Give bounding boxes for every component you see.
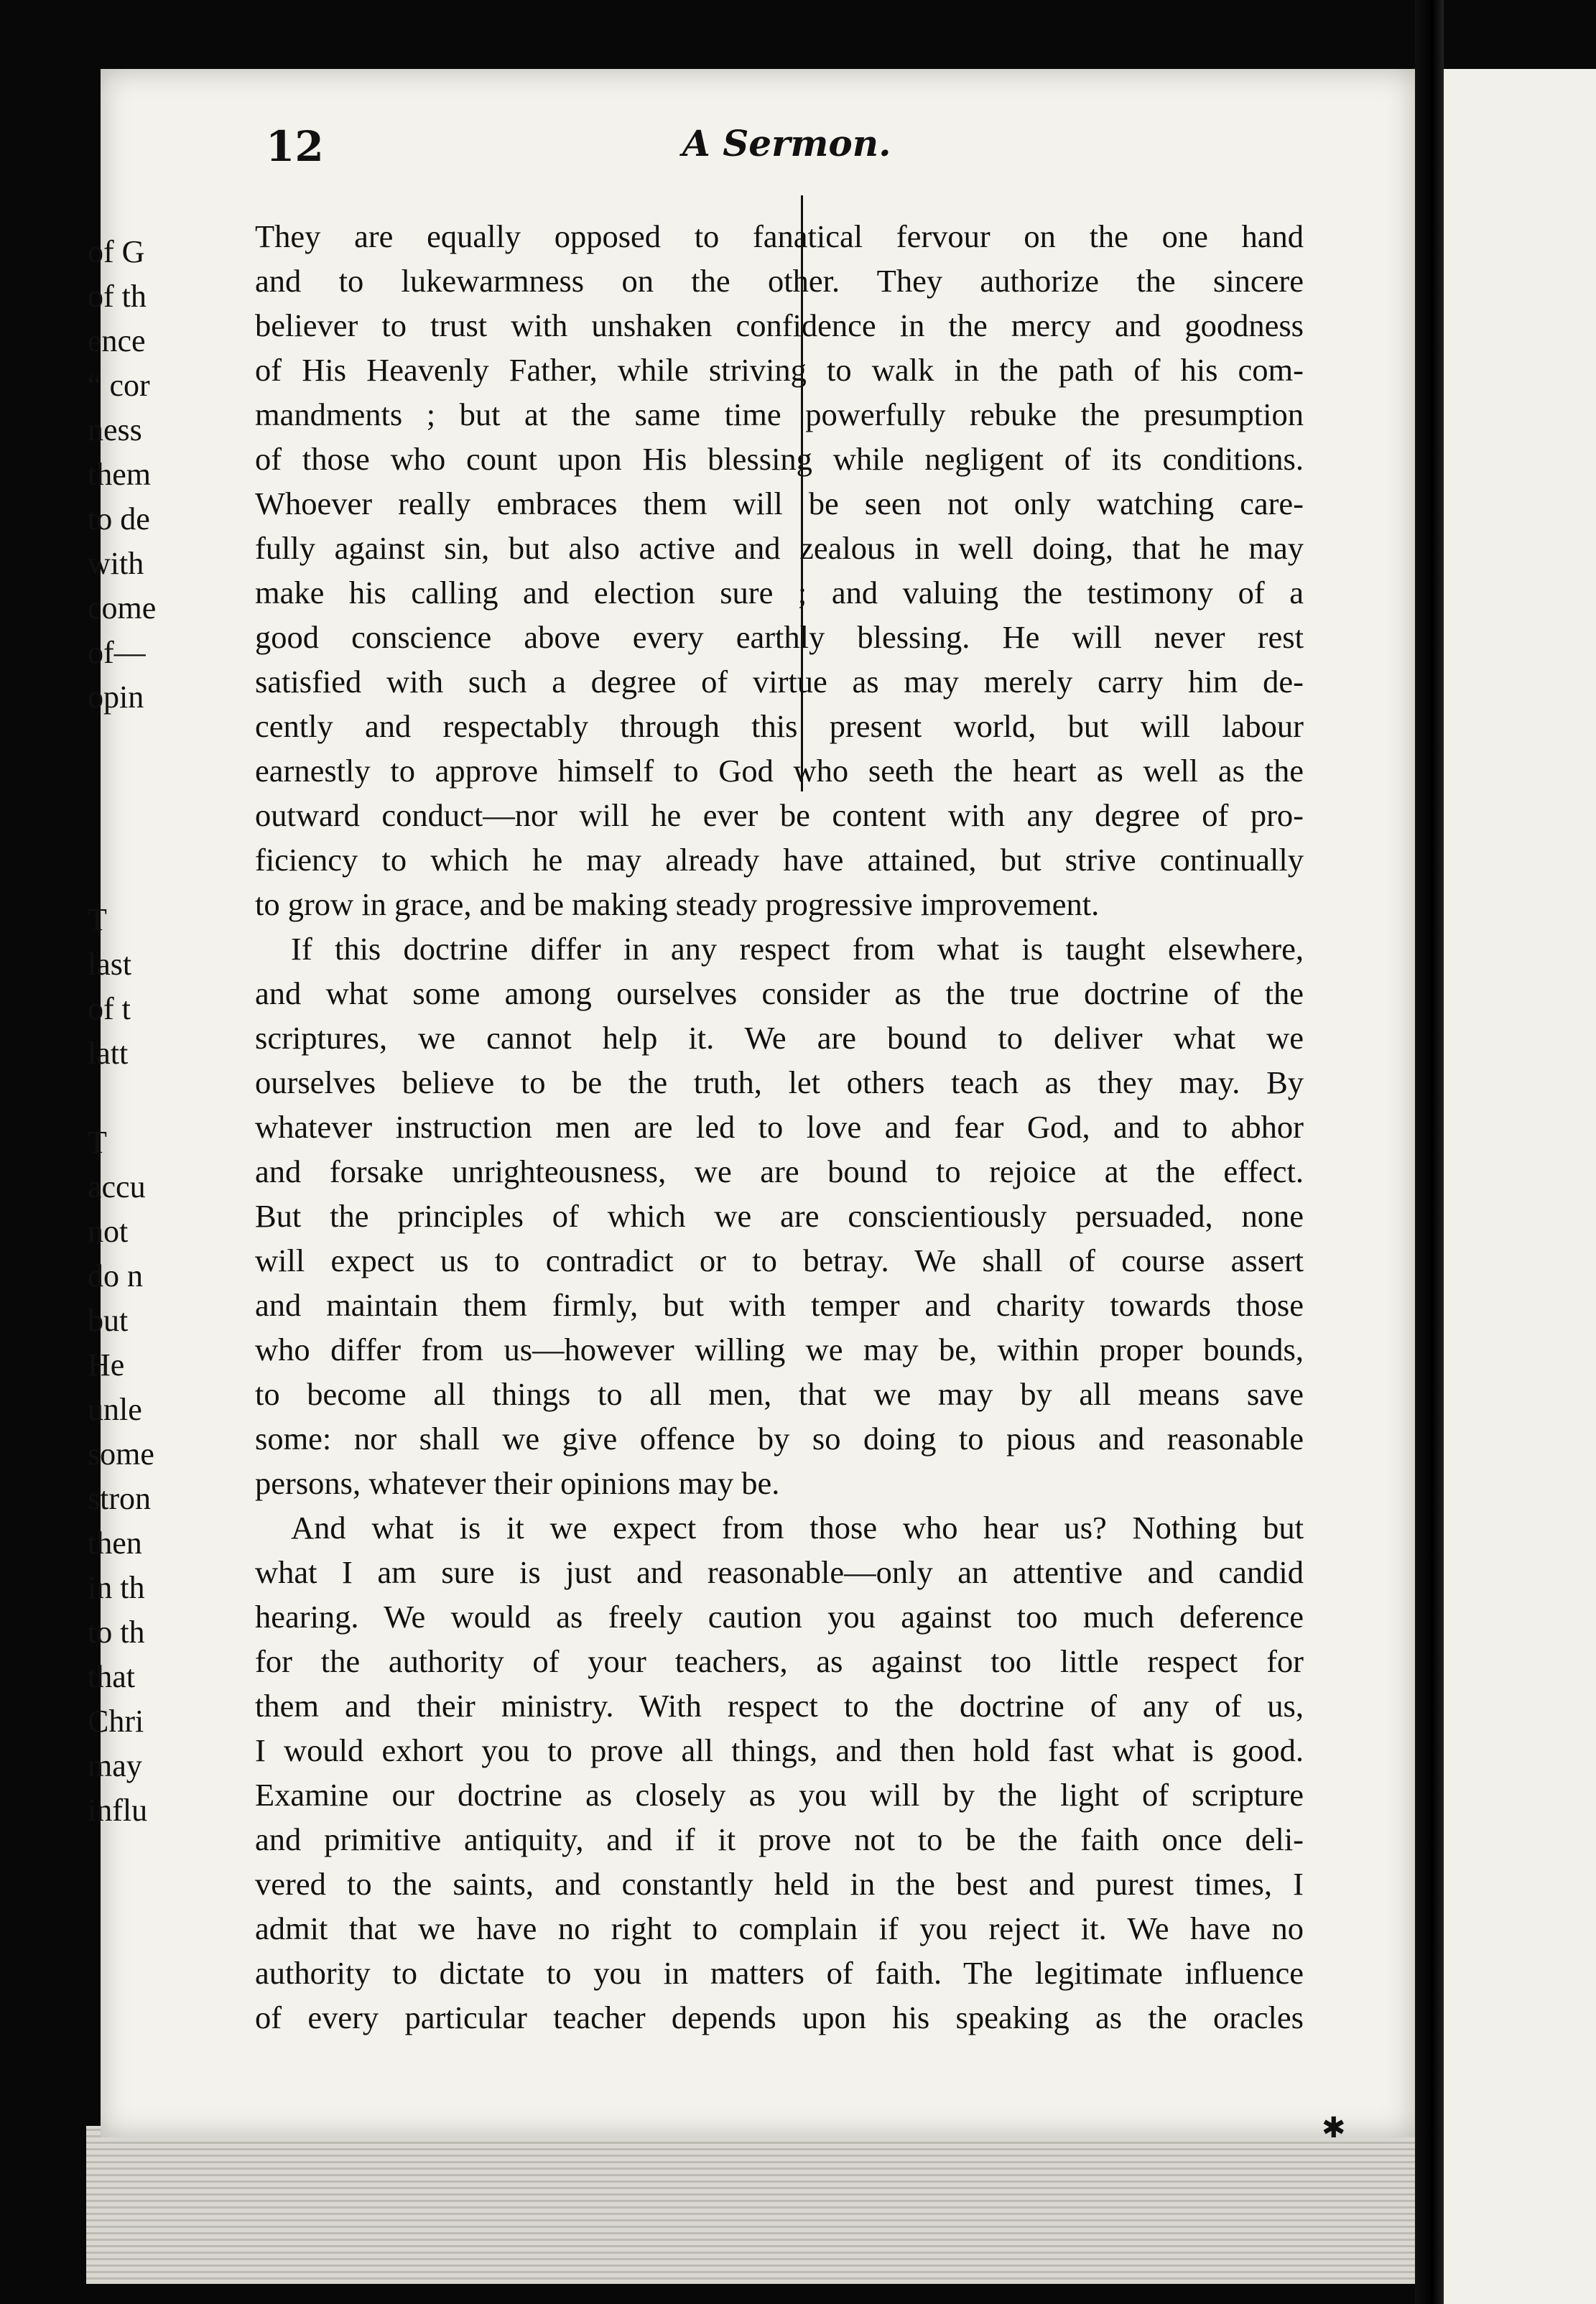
- right-page-line: them: [88, 457, 151, 492]
- page-edge-strip: [86, 2126, 1422, 2284]
- text-line: And what is it we expect from those who hear us? Nothing but: [291, 1510, 1304, 1546]
- text-line: to become all things to all men, that we may by all means save: [255, 1376, 1304, 1412]
- text-line: and what some among ourselves consider as the true doctrine of the: [255, 975, 1304, 1011]
- right-page-line: of th: [88, 279, 147, 314]
- right-page-line: not: [88, 1214, 129, 1249]
- text-line: scriptures, we cannot help it. We are bound to deliver what we: [255, 1020, 1304, 1056]
- text-line: outward conduct—nor will he ever be content with any degree of pro-: [255, 797, 1304, 833]
- text-line: of His Heavenly Father, while striving to walk in the path of his com-: [255, 352, 1304, 388]
- running-title: A Sermon.: [682, 122, 891, 164]
- right-page-line: Chri: [88, 1704, 144, 1739]
- text-line: them and their ministry. With respect to the doctrine of any of us,: [255, 1688, 1304, 1724]
- text-line: will expect us to contradict or to betray. We shall of course assert: [255, 1242, 1304, 1278]
- text-line: of every particular teacher depends upon his speaking as the oracles: [255, 1999, 1304, 2035]
- text-line: Whoever really embraces them will be seen not only watching care-: [255, 486, 1304, 521]
- right-page-text: [88, 230, 231, 1833]
- right-page-line: “ cor: [88, 368, 150, 403]
- right-page-middle-block: [88, 898, 231, 1076]
- right-page-line: come: [88, 590, 157, 626]
- running-head: [266, 122, 1314, 172]
- text-line: They are equally opposed to fanatical fervour on the one hand: [255, 218, 1304, 254]
- text-line: mandments ; but at the same time powerfully rebuke the presumption: [255, 396, 1304, 432]
- text-line: to grow in grace, and be making steady progressive improvement.: [255, 886, 1100, 922]
- right-page-line: T: [88, 1125, 107, 1160]
- right-page: [1444, 69, 1596, 2304]
- text-line: I would exhort you to prove all things, and then hold fast what is good.: [255, 1732, 1304, 1768]
- text-line: Examine our doctrine as closely as you will by the light of scripture: [255, 1777, 1304, 1813]
- right-page-line: of G: [88, 234, 145, 269]
- text-line: some: nor shall we give offence by so doing to pious and reasonable: [255, 1421, 1304, 1457]
- right-page-line: with: [88, 546, 144, 581]
- text-line: hearing. We would as freely caution you against too much deference: [255, 1599, 1304, 1635]
- text-line: persons, whatever their opinions may be.: [255, 1465, 780, 1501]
- text-line: whatever instruction men are led to love and fear God, and to abhor: [255, 1109, 1304, 1145]
- text-line: and maintain them firmly, but with temper and charity towards those: [255, 1287, 1304, 1323]
- right-page-lower-block: [88, 1120, 231, 1833]
- text-line: fully against sin, but also active and zealous in well doing, that he may: [255, 530, 1304, 566]
- text-line: good conscience above every earthly blessing. He will never rest: [255, 619, 1304, 655]
- text-line: what I am sure is just and reasonable—only an attentive and candid: [255, 1554, 1304, 1590]
- right-page-line: of—: [88, 635, 146, 670]
- text-line: If this doctrine differ in any respect from what is taught elsewhere,: [291, 931, 1304, 967]
- text-line: earnestly to approve himself to God who seeth the heart as well as the: [255, 753, 1304, 789]
- right-page-line: last: [88, 947, 132, 982]
- text-line: But the principles of which we are conscientiously persuaded, none: [255, 1198, 1304, 1234]
- text-line: admit that we have no right to complain if you reject it. We have no: [255, 1910, 1304, 1946]
- right-page-line: He: [88, 1347, 125, 1383]
- right-page-line: influ: [88, 1793, 148, 1828]
- text-line: and primitive antiquity, and if it prove not to be the faith once deli-: [255, 1821, 1304, 1857]
- text-line: of those who count upon His blessing while negligent of its conditions.: [255, 441, 1304, 477]
- text-line: authority to dictate to you in matters of faith. The legitimate influence: [255, 1955, 1304, 1991]
- right-page-line: to th: [88, 1615, 145, 1650]
- text-line: ourselves believe to be the truth, let others teach as they may. By: [255, 1064, 1304, 1100]
- page-number: 12: [266, 122, 324, 171]
- right-page-line: latt: [88, 1036, 129, 1071]
- right-page-line: to de: [88, 501, 150, 536]
- right-page-line: then: [88, 1525, 142, 1561]
- right-page-line: stron: [88, 1481, 151, 1516]
- right-page-line: may: [88, 1748, 142, 1783]
- text-line: for the authority of your teachers, as against too little respect for: [255, 1643, 1304, 1679]
- text-line: believer to trust with unshaken confidence in the mercy and goodness: [255, 307, 1304, 343]
- text-line: and to lukewarmness on the other. They authorize the sincere: [255, 263, 1304, 299]
- text-line: make his calling and election sure ; and valuing the testimony of a: [255, 575, 1304, 610]
- right-page-line: in th: [88, 1570, 145, 1605]
- right-page-line: but: [88, 1303, 129, 1338]
- text-line: and forsake unrighteousness, we are bound to rejoice at the effect.: [255, 1153, 1304, 1189]
- right-page-line: T: [88, 902, 107, 937]
- text-line: satisfied with such a degree of virtue as may merely carry him de-: [255, 664, 1304, 700]
- right-page-line: some: [88, 1436, 154, 1472]
- text-line: vered to the saints, and constantly held in the best and purest times, I: [255, 1866, 1304, 1902]
- right-page-line: accu: [88, 1169, 146, 1204]
- right-page-line: opin: [88, 679, 144, 715]
- text-line: ficiency to which he may already have attained, but strive continually: [255, 842, 1304, 878]
- right-page-line: do n: [88, 1258, 143, 1293]
- right-page-line: unle: [88, 1392, 142, 1427]
- text-line: who differ from us—however willing we may be, within proper bounds,: [255, 1332, 1304, 1367]
- ink-mark: ✱: [1322, 2112, 1346, 2145]
- text-line: cently and respectably through this present world, but will labour: [255, 708, 1304, 744]
- right-page-line: ence: [88, 323, 146, 358]
- right-page-line: that: [88, 1659, 135, 1694]
- right-page-line: ness: [88, 412, 142, 447]
- right-page-upper-block: [88, 230, 231, 720]
- right-page-line: of t: [88, 991, 131, 1026]
- gutter-shadow: [1415, 0, 1444, 2304]
- sermon-body-text: [255, 214, 1304, 2040]
